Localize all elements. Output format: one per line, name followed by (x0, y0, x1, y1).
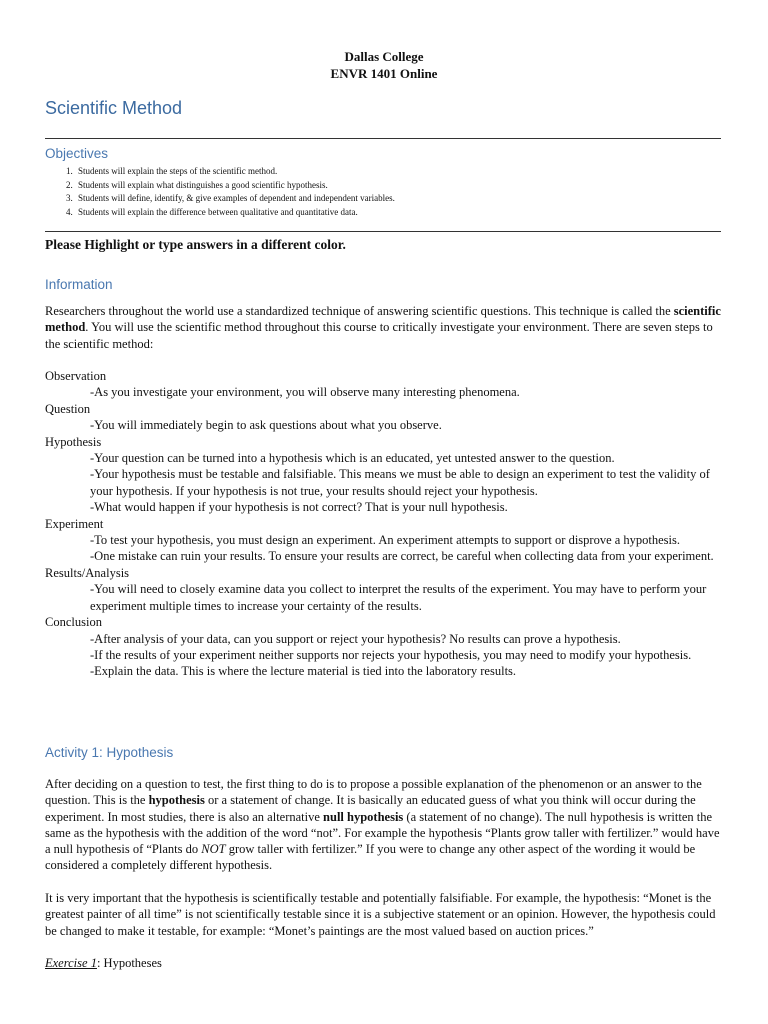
method-steps (45, 368, 721, 680)
step-detail: -As you investigate your environment, you will observe many interesting phenomena. (90, 385, 520, 400)
list-item: 1. Students will explain the steps of the scientific method. (66, 166, 278, 176)
list-item: 3. Students will define, identify, & give examples of dependent and independent variables. (66, 193, 395, 204)
college-name: Dallas College (344, 49, 424, 64)
title-divider (45, 138, 721, 139)
step-detail: -You will immediately begin to ask questions about what you observe. (90, 418, 442, 433)
step-detail: -After analysis of your data, can you support or reject your hypothesis? No results can prove a hypothesis. (90, 631, 621, 646)
step-heading: Question (45, 401, 91, 416)
step-detail: -What would happen if your hypothesis is not correct? That is your null hypothesis. (90, 500, 508, 515)
step-heading: Experiment (45, 516, 104, 531)
objectives-list (66, 165, 706, 219)
step-detail: -Explain the data. This is where the lecture material is tied into the laboratory results. (90, 664, 517, 679)
step-heading: Conclusion (45, 615, 102, 630)
objectives-heading: Objectives (45, 146, 109, 161)
activity-paragraph-2: It is very important that the hypothesis is scientifically testable and potentially falsifiable. For example, the hypothesis: “Monet is the greatest painter of all time” is not scientifically testable since it is a subjective statement or an opinion. However, the hypothesis could be changed to make it testable, for example: “Monet’s paintings are the most valued based on auction prices.” (45, 891, 716, 938)
document-header (0, 48, 768, 82)
list-item: 2. Students will explain what distinguishes a good scientific hypothesis. (66, 179, 328, 190)
step-detail: -You will need to closely examine data you collect to interpret the results of the experiment. You may have to perform your experiment multiple times to increase your certainty of the results. (90, 582, 707, 613)
step-detail: -One mistake can ruin your results. To ensure your results are correct, be careful when collecting data from your experiment. (90, 549, 714, 564)
step-detail: -Your question can be turned into a hypothesis which is an educated, yet untested answer to the question. (90, 451, 615, 466)
activity-paragraph-1: After deciding on a question to test, the first thing to do is to propose a possible explanation of the phenomenon or an answer to the question. This is the hypothesis or a statement of change. It is basically an educated guess of what you think will occur during the experiment. In most studies, there is also an alternative null hypothesis (a statement of no change). The null hypothesis is written the same as the hypothesis with the addition of the word “not”. For example the hypothesis “Plants grow taller with fertilizer.” would have a null hypothesis of “Plants do NOT grow taller with fertilizer.” If you were to change any other aspect of the wording it would be considered a completely different hypothesis. (45, 777, 720, 873)
step-detail: -Your hypothesis must be testable and falsifiable. This means we must be able to design an experiment to test the validity of your hypothesis. If your hypothesis is not true, your results should reject your hypothesis. (90, 467, 710, 498)
step-heading: Observation (45, 369, 107, 383)
page-title: Scientific Method (45, 98, 183, 118)
information-paragraph: Researchers throughout the world use a standardized technique of answering scientific questions. This technique is called the scientific method. You will use the scientific method throughout this course to critically investigate your environment. There are seven steps to the scientific method: (45, 304, 721, 351)
activity-heading: Activity 1: Hypothesis (45, 745, 174, 760)
exercise-label: Exercise 1: Hypotheses (45, 956, 162, 970)
step-heading: Results/Analysis (45, 565, 130, 580)
information-heading: Information (45, 277, 113, 292)
course-code: ENVR 1401 Online (330, 66, 438, 81)
instruction-text: Please Highlight or type answers in a different color. (45, 237, 346, 252)
step-detail: -To test your hypothesis, you must design an experiment. An experiment attempts to support or disprove a hypothesis. (90, 533, 681, 548)
list-item: 4. Students will explain the difference between qualitative and quantitative data. (66, 206, 358, 217)
step-heading: Hypothesis (45, 434, 102, 449)
objectives-divider (45, 231, 721, 232)
step-detail: -If the results of your experiment neither supports nor rejects your hypothesis, you may need to modify your hypothesis. (90, 647, 692, 662)
